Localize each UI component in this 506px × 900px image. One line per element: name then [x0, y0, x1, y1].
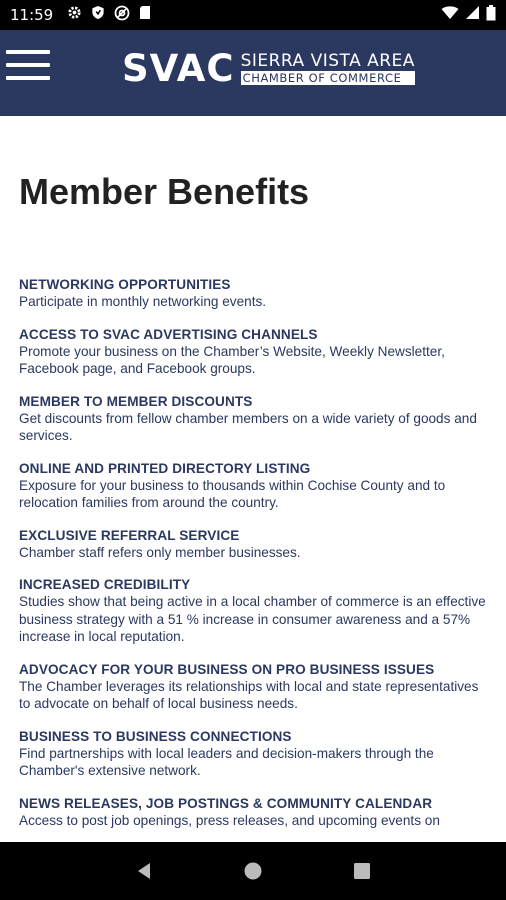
svac-logo[interactable] — [122, 46, 415, 90]
menu-button[interactable] — [6, 50, 52, 86]
signal-icon — [465, 5, 480, 25]
benefit-description: Studies show that being active in a local chamber of commerce is an effective business strategy with a 51 % increase in consumer awareness and a 57% increase in local reputation. — [19, 594, 486, 644]
benefit-description: The Chamber leverages its relationships with local and state representatives to advocate on behalf of local business needs. — [19, 678, 479, 711]
logo-line-1: SIERRA VISTA AREA — [240, 50, 415, 71]
logo-mark: SVAC — [122, 46, 235, 90]
app-header — [0, 30, 506, 116]
recents-icon — [353, 862, 371, 880]
benefit-item — [19, 728, 489, 780]
benefit-description: Participate in monthly networking events. — [19, 294, 267, 309]
benefits-list — [19, 276, 489, 842]
sd-card-icon — [139, 5, 151, 25]
benefit-title: ONLINE AND PRINTED DIRECTORY LISTING — [19, 460, 311, 476]
benefit-title: INCREASED CREDIBILITY — [19, 577, 191, 592]
benefit-item — [19, 326, 489, 378]
benefit-description: Chamber staff refers only member businesses. — [19, 544, 301, 560]
benefit-item — [19, 276, 489, 311]
benefit-description: Access to post job openings, press releases, and upcoming events on — [19, 812, 440, 828]
benefit-description: Get discounts from fellow chamber members on a wide variety of goods and services. — [19, 410, 477, 443]
page-content[interactable] — [0, 116, 506, 842]
system-nav-bar — [0, 842, 506, 900]
benefit-item — [19, 661, 489, 713]
benefit-title: BUSINESS TO BUSINESS CONNECTIONS — [19, 728, 292, 744]
home-button[interactable] — [233, 851, 273, 891]
benefit-title: ADVOCACY FOR YOUR BUSINESS ON PRO BUSINESS ISSUES — [19, 661, 435, 677]
benefit-item — [19, 576, 489, 646]
benefit-description: Find partnerships with local leaders and decision-makers through the Chamber's extensive network. — [19, 745, 434, 778]
page-title: Member Benefits — [19, 171, 310, 212]
at-icon — [114, 5, 130, 26]
benefit-title: NETWORKING OPPORTUNITIES — [19, 277, 231, 292]
hamburger-icon — [6, 50, 50, 54]
status-bar — [0, 0, 506, 30]
benefit-item — [19, 393, 489, 445]
benefit-title: MEMBER TO MEMBER DISCOUNTS — [19, 393, 253, 409]
benefit-title: NEWS RELEASES, JOB POSTINGS & COMMUNITY CALENDAR — [19, 795, 433, 811]
home-icon — [243, 861, 263, 881]
back-button[interactable] — [124, 851, 164, 891]
shield-icon — [91, 5, 105, 25]
benefit-description: Promote your business on the Chamber’s Website, Weekly Newsletter, Facebook page, and Facebook groups. — [19, 343, 445, 376]
gear-icon — [67, 5, 82, 25]
benefit-description: Exposure for your business to thousands within Cochise County and to relocation families from around the country. — [19, 477, 446, 510]
status-time: 11:59 — [10, 6, 54, 24]
logo-line-2: CHAMBER OF COMMERCE — [241, 71, 415, 85]
benefit-item — [19, 795, 489, 830]
back-icon — [134, 861, 154, 881]
recents-button[interactable] — [342, 851, 382, 891]
benefit-title: EXCLUSIVE REFERRAL SERVICE — [19, 527, 240, 543]
battery-icon — [486, 5, 496, 26]
benefit-title: ACCESS TO SVAC ADVERTISING CHANNELS — [19, 326, 318, 342]
benefit-item — [19, 460, 489, 512]
benefit-item — [19, 527, 489, 562]
wifi-icon — [441, 5, 459, 25]
